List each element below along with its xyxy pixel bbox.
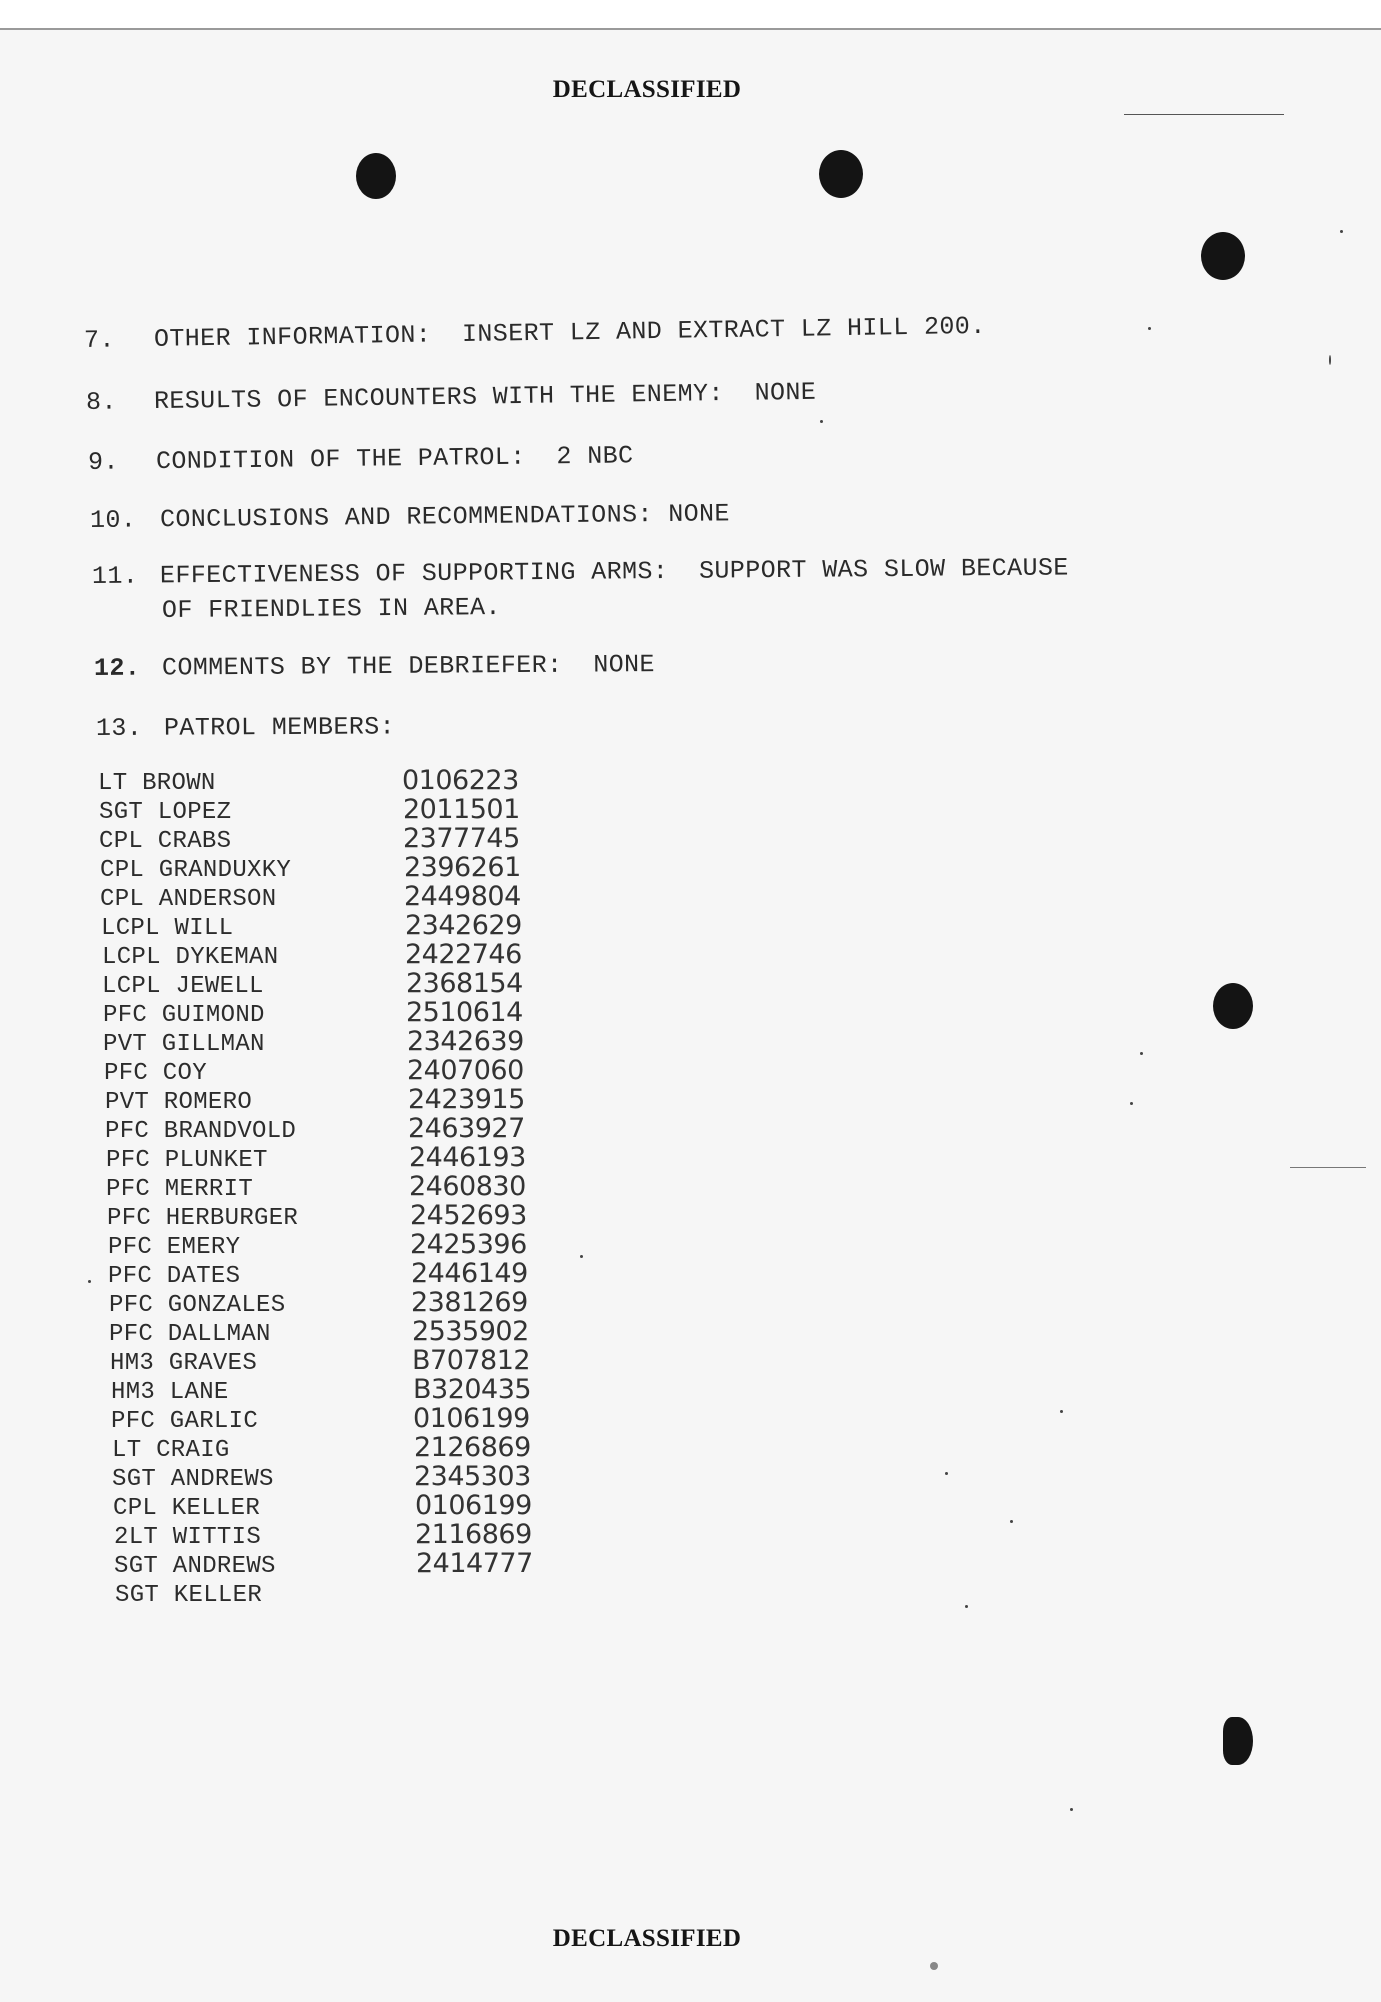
- speck: [1060, 1410, 1063, 1413]
- member-service-number: 2377745: [403, 823, 520, 854]
- member-service-number: 2449804: [404, 881, 521, 912]
- punch-hole: [1223, 1717, 1253, 1765]
- member-service-number: 2342629: [405, 910, 522, 941]
- member-service-number: 2407060: [407, 1055, 524, 1086]
- member-service-number: 2425396: [410, 1229, 527, 1260]
- member-name: PFC MERRIT: [106, 1176, 254, 1203]
- member-service-number: 2535902: [412, 1316, 529, 1347]
- punch-hole: [819, 150, 863, 198]
- item-value: NONE: [593, 650, 655, 680]
- item-number: 7.: [83, 325, 116, 355]
- member-name: CPL CRABS: [99, 828, 232, 855]
- item-label: EFFECTIVENESS OF SUPPORTING ARMS:: [159, 556, 669, 591]
- member-service-number: 2414777: [416, 1548, 533, 1579]
- member-name: PFC PLUNKET: [106, 1147, 268, 1174]
- item-number: 13.: [95, 713, 143, 743]
- speck: [1070, 1808, 1073, 1811]
- declassified-stamp-top: DECLASSIFIED: [552, 76, 742, 103]
- item-number: 9.: [87, 447, 119, 477]
- member-service-number: 2446193: [409, 1142, 526, 1173]
- member-service-number: 2396261: [404, 852, 521, 883]
- member-service-number: 2460830: [409, 1171, 526, 1202]
- member-name: LCPL WILL: [101, 915, 234, 942]
- item-label: OTHER INFORMATION:: [153, 320, 432, 354]
- speck: [1010, 1520, 1013, 1523]
- member-name: SGT LOPEZ: [99, 799, 232, 826]
- member-name: PFC EMERY: [108, 1234, 241, 1261]
- member-service-number: B320435: [413, 1374, 532, 1405]
- member-name: PFC HERBURGER: [107, 1205, 299, 1232]
- member-name: PFC GARLIC: [111, 1408, 259, 1435]
- member-service-number: 2368154: [406, 968, 523, 999]
- member-name: CPL GRANDUXKY: [100, 857, 292, 884]
- member-name: SGT ANDREWS: [112, 1466, 274, 1493]
- member-service-number: 2345303: [414, 1461, 531, 1492]
- member-name: LT BROWN: [98, 770, 216, 797]
- member-name: PFC BRANDVOLD: [105, 1118, 297, 1145]
- member-name: PVT GILLMAN: [103, 1031, 265, 1058]
- punch-hole: [1213, 983, 1253, 1029]
- member-name: LCPL DYKEMAN: [102, 944, 279, 971]
- member-service-number: 2452693: [410, 1200, 527, 1231]
- member-name: HM3 LANE: [111, 1379, 229, 1406]
- item-label: PATROL MEMBERS:: [163, 712, 396, 743]
- speck: [820, 420, 823, 423]
- member-service-number: 2342639: [407, 1026, 524, 1057]
- item-label: COMMENTS BY THE DEBRIEFER:: [161, 650, 563, 683]
- member-name: PFC DALLMAN: [109, 1321, 271, 1348]
- member-name: SGT KELLER: [115, 1582, 263, 1609]
- member-name: SGT ANDREWS: [114, 1553, 276, 1580]
- member-service-number: 2011501: [403, 794, 520, 825]
- member-service-number: 2446149: [411, 1258, 528, 1289]
- speck: [580, 1255, 583, 1258]
- item-number: 12.: [93, 653, 141, 683]
- member-service-number: 2116869: [415, 1519, 532, 1550]
- member-service-number: 2422746: [405, 939, 522, 970]
- speck: [930, 1962, 938, 1970]
- member-name: HM3 GRAVES: [110, 1350, 258, 1377]
- member-name: 2LT WITTIS: [114, 1524, 262, 1551]
- item-label: CONDITION OF THE PATROL:: [155, 442, 526, 477]
- speck: [945, 1472, 948, 1475]
- member-name: PFC DATES: [108, 1263, 241, 1290]
- member-service-number: 2463927: [408, 1113, 525, 1144]
- member-service-number: 2423915: [408, 1084, 525, 1115]
- member-service-number: 2381269: [411, 1287, 528, 1318]
- member-service-number: 2126869: [414, 1432, 531, 1463]
- punch-hole: [356, 153, 396, 199]
- speck: [1130, 1102, 1133, 1105]
- right-margin-rule: [1290, 1167, 1366, 1168]
- item-number: 11.: [91, 561, 139, 591]
- speck: [1329, 355, 1331, 365]
- member-name: LCPL JEWELL: [102, 973, 264, 1000]
- member-service-number: 2510614: [406, 997, 523, 1028]
- item-continuation: OF FRIENDLIES IN AREA.: [161, 593, 501, 625]
- member-name: PFC GONZALES: [109, 1292, 286, 1319]
- item-value: NONE: [754, 377, 817, 408]
- speck: [965, 1605, 968, 1608]
- member-name: PFC COY: [104, 1060, 207, 1087]
- member-service-number: 0106199: [413, 1403, 530, 1434]
- punch-hole: [1201, 232, 1245, 280]
- member-name: PFC GUIMOND: [103, 1002, 265, 1029]
- item-12-comments: [94, 650, 655, 683]
- item-13-patrol-members: [96, 712, 395, 743]
- speck: [1140, 1052, 1143, 1055]
- item-value: 2 NBC: [556, 441, 634, 472]
- item-value: NONE: [668, 499, 731, 529]
- item-label: CONCLUSIONS AND RECOMMENDATIONS:: [159, 500, 654, 535]
- member-service-number: 0106199: [415, 1490, 532, 1521]
- top-right-rule: [1124, 114, 1284, 115]
- speck: [88, 1280, 91, 1283]
- speck: [1148, 327, 1151, 330]
- item-value: INSERT LZ AND EXTRACT LZ HILL 200.: [461, 311, 986, 350]
- item-label: RESULTS OF ENCOUNTERS WITH THE ENEMY:: [153, 379, 725, 417]
- item-value: SUPPORT WAS SLOW BECAUSE: [698, 553, 1069, 586]
- member-name: LT CRAIG: [112, 1437, 230, 1464]
- member-name: PVT ROMERO: [105, 1089, 253, 1116]
- item-number: 8.: [85, 387, 118, 417]
- item-11-continuation: [162, 593, 501, 625]
- speck: [1340, 230, 1343, 233]
- member-name: CPL KELLER: [113, 1495, 261, 1522]
- item-number: 10.: [89, 505, 137, 535]
- member-name: CPL ANDERSON: [100, 886, 277, 913]
- member-service-number: 0106223: [402, 765, 519, 796]
- declassified-stamp-bottom: DECLASSIFIED: [552, 1925, 742, 1952]
- member-service-number: B707812: [412, 1345, 531, 1376]
